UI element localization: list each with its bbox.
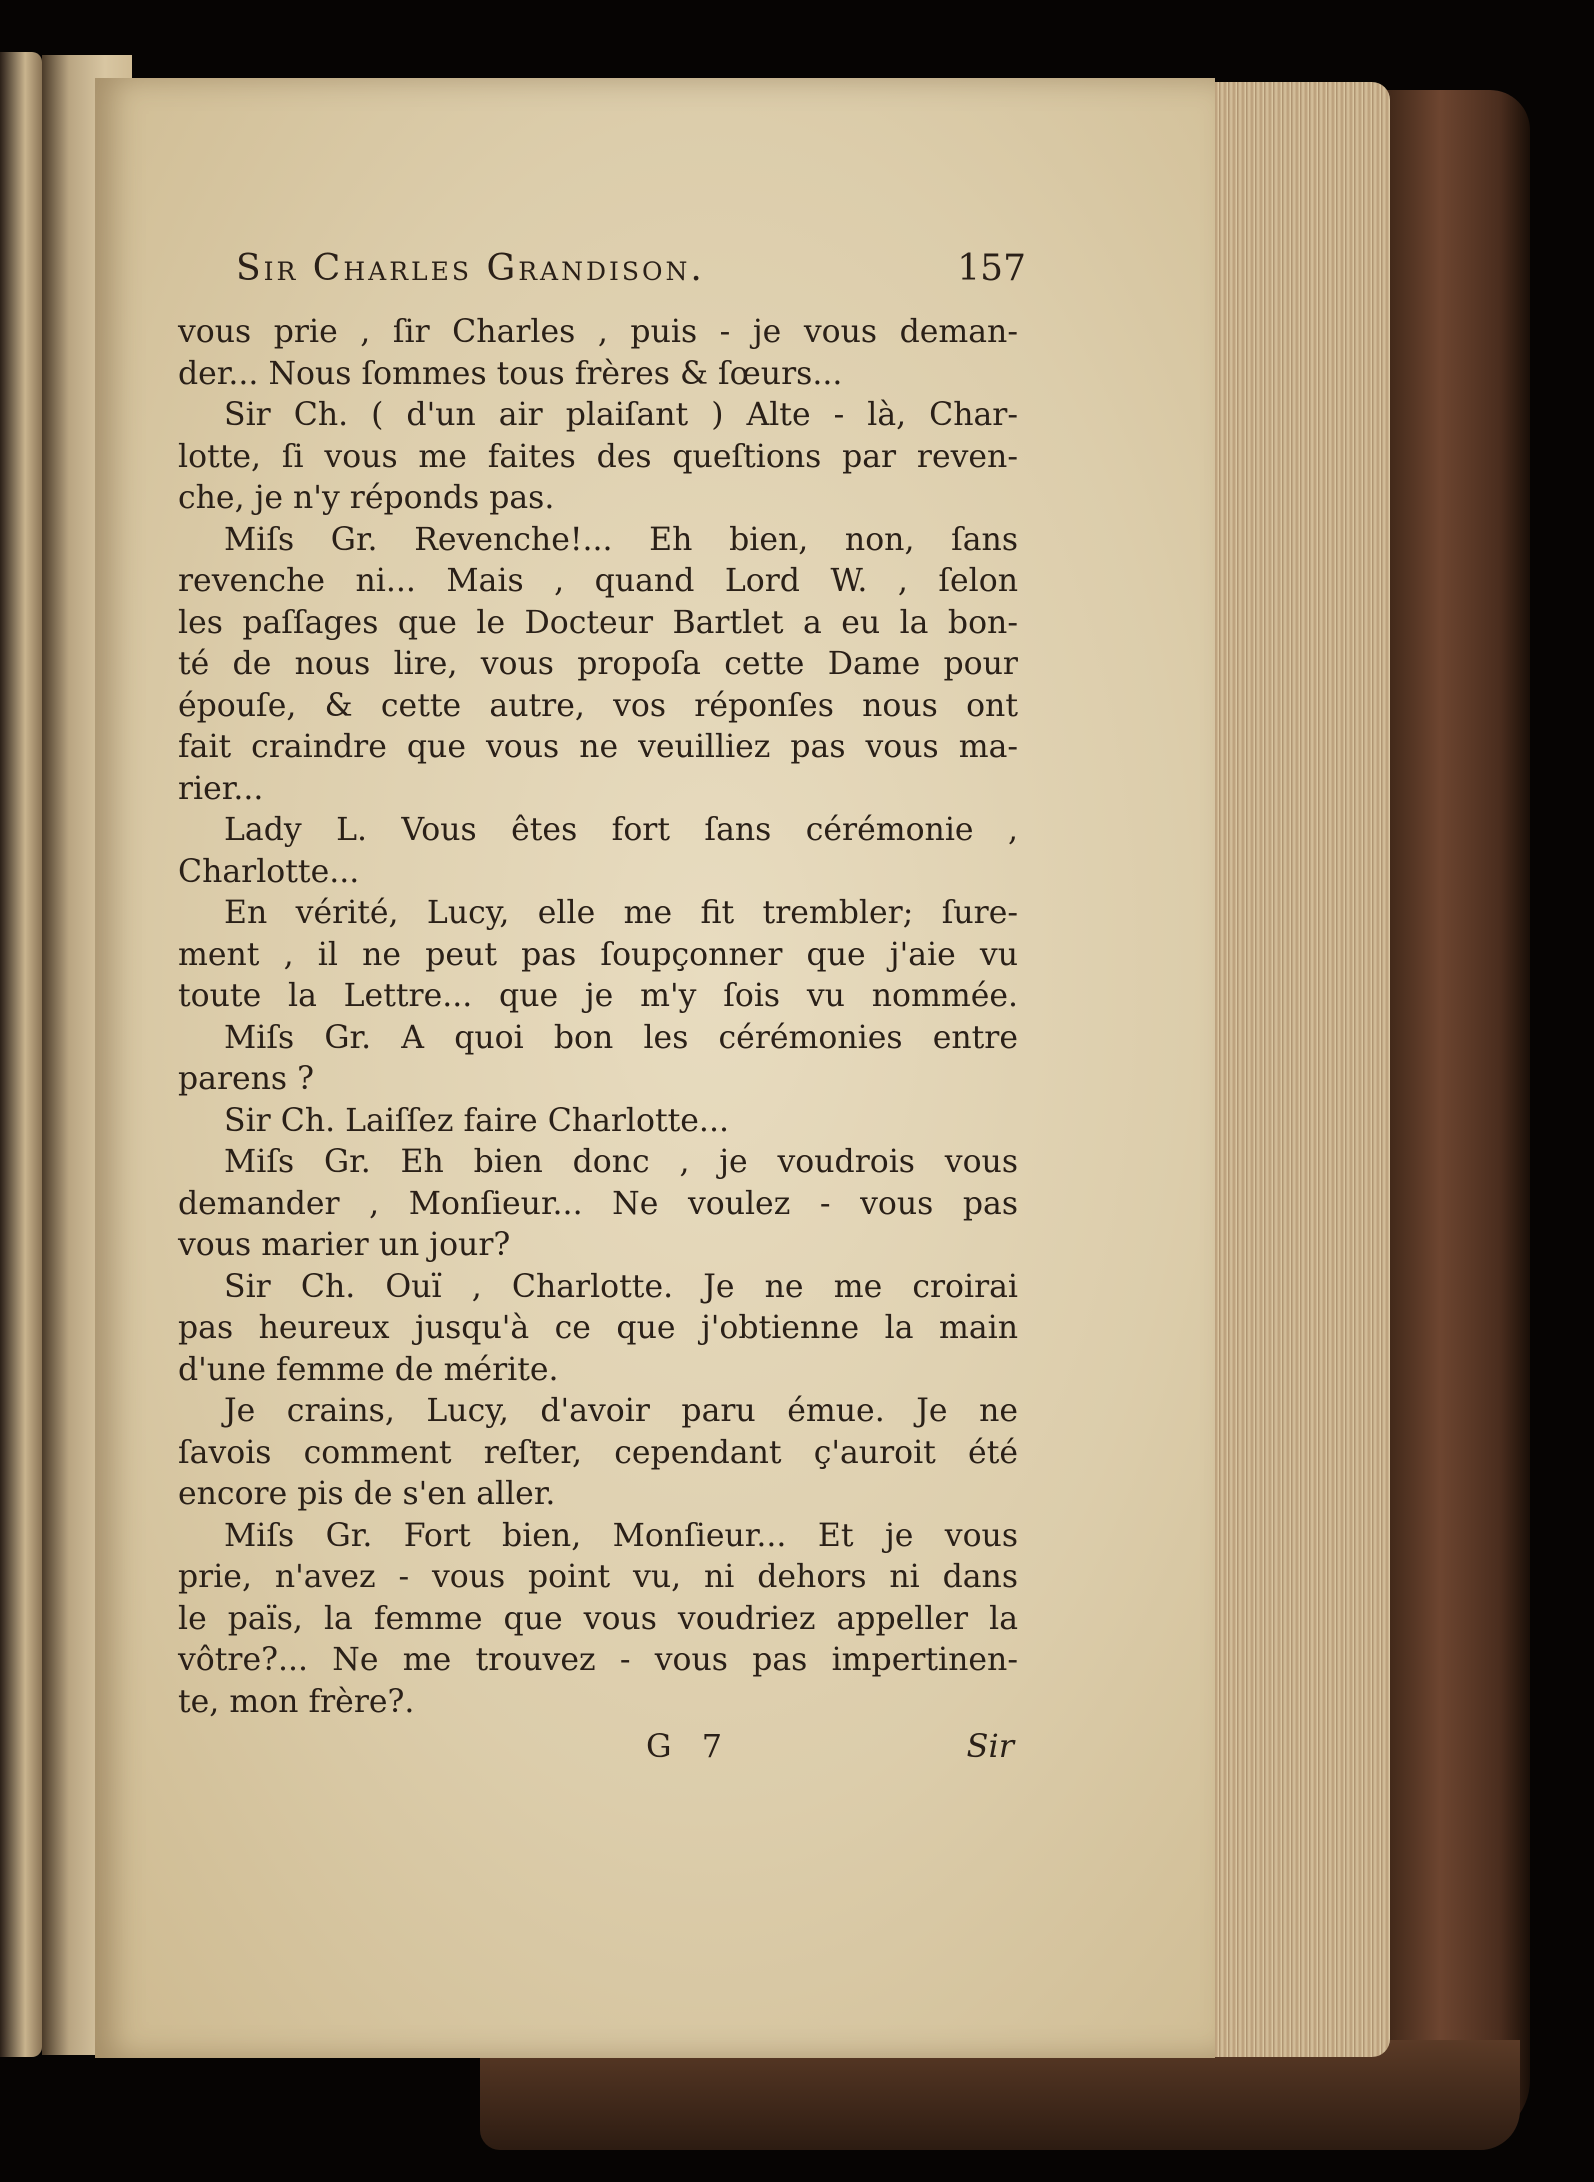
- text-line: le païs, la femme que vous voudriez appeller la: [178, 1600, 1018, 1637]
- text-line: demander , Monſieur... Ne voulez - vous pas: [178, 1185, 1018, 1222]
- text-line: Je crains, Lucy, d'avoir paru émue. Je ne: [224, 1393, 1018, 1429]
- text-line: té de nous lire, vous propoſa cette Dame pour: [178, 646, 1018, 682]
- text-line: En vérité, Lucy, elle me fit trembler; ſure-: [224, 895, 1018, 931]
- catchword: Sir: [966, 1727, 1014, 1765]
- text-line: d'une femme de mérite.: [178, 1351, 559, 1388]
- text-line: pas heureux jusqu'à ce que j'obtienne la main: [178, 1310, 1018, 1346]
- text-line: ment , il ne peut pas ſoupçonner que j'aie vu: [178, 936, 1018, 973]
- running-head: [236, 248, 1026, 298]
- page-edges: [1210, 82, 1390, 2057]
- text-line: vous prie , ſir Charles , puis - je vous deman-: [178, 314, 1018, 350]
- text-line: lotte, ſi vous me faites des queſtions par reven-: [178, 438, 1018, 475]
- text-line: vous marier un jour?: [178, 1227, 511, 1263]
- text-line: Sir Ch. Ouï , Charlotte. Je ne me croirai: [224, 1268, 1018, 1305]
- text-line: fait craindre que vous ne veuilliez pas vous ma-: [178, 729, 1018, 765]
- text-line: Miſs Gr. A quoi bon les cérémonies entre: [224, 1019, 1018, 1056]
- text-line: Sir Ch. Laiſſez faire Charlotte...: [224, 1102, 729, 1139]
- text-line: Charlotte...: [178, 853, 360, 890]
- facing-page-edge: [0, 52, 42, 2057]
- text-line: revenche ni... Mais , quand Lord W. , ſelon: [178, 563, 1018, 599]
- body-text: [178, 312, 1018, 1723]
- page-number: 157: [957, 248, 1026, 289]
- text-line: encore pis de s'en aller.: [178, 1476, 556, 1512]
- running-title: Sir Charles Grandison.: [236, 248, 705, 289]
- text-line: Sir Ch. ( d'un air plaiſant ) Alte - là, Char-: [224, 397, 1018, 433]
- text-line: prie, n'avez - vous point vu, ni dehors ni dans: [178, 1559, 1018, 1595]
- text-line: Lady L. Vous êtes fort ſans cérémonie ,: [224, 812, 1018, 848]
- text-line: te, mon frère?.: [178, 1683, 415, 1720]
- text-line: les paſſages que le Docteur Bartlet a eu la bon-: [178, 604, 1018, 641]
- text-line: vôtre?... Ne me trouvez - vous pas impertinen-: [178, 1642, 1018, 1678]
- text-line: ſavois comment reſter, cependant ç'auroit été: [178, 1434, 1018, 1471]
- text-line: rier...: [178, 770, 264, 807]
- text-line: Miſs Gr. Revenche!... Eh bien, non, ſans: [224, 521, 1018, 558]
- signature-mark: G 7: [646, 1727, 733, 1765]
- page-footer: [178, 1727, 1018, 1773]
- text-line: Miſs Gr. Eh bien donc , je voudrois vous: [224, 1144, 1018, 1180]
- text-line: parens ?: [178, 1061, 314, 1097]
- text-line: toute la Lettre... que je m'y ſois vu nommée.: [178, 978, 1018, 1014]
- text-line: épouſe, & cette autre, vos réponſes nous ont: [178, 687, 1018, 724]
- text-line: der... Nous ſommes tous frères & ſœurs...: [178, 355, 843, 392]
- text-line: Miſs Gr. Fort bien, Monſieur... Et je vous: [224, 1517, 1018, 1554]
- text-line: che, je n'y réponds pas.: [178, 480, 555, 516]
- book-cover-right: [1380, 90, 1530, 2140]
